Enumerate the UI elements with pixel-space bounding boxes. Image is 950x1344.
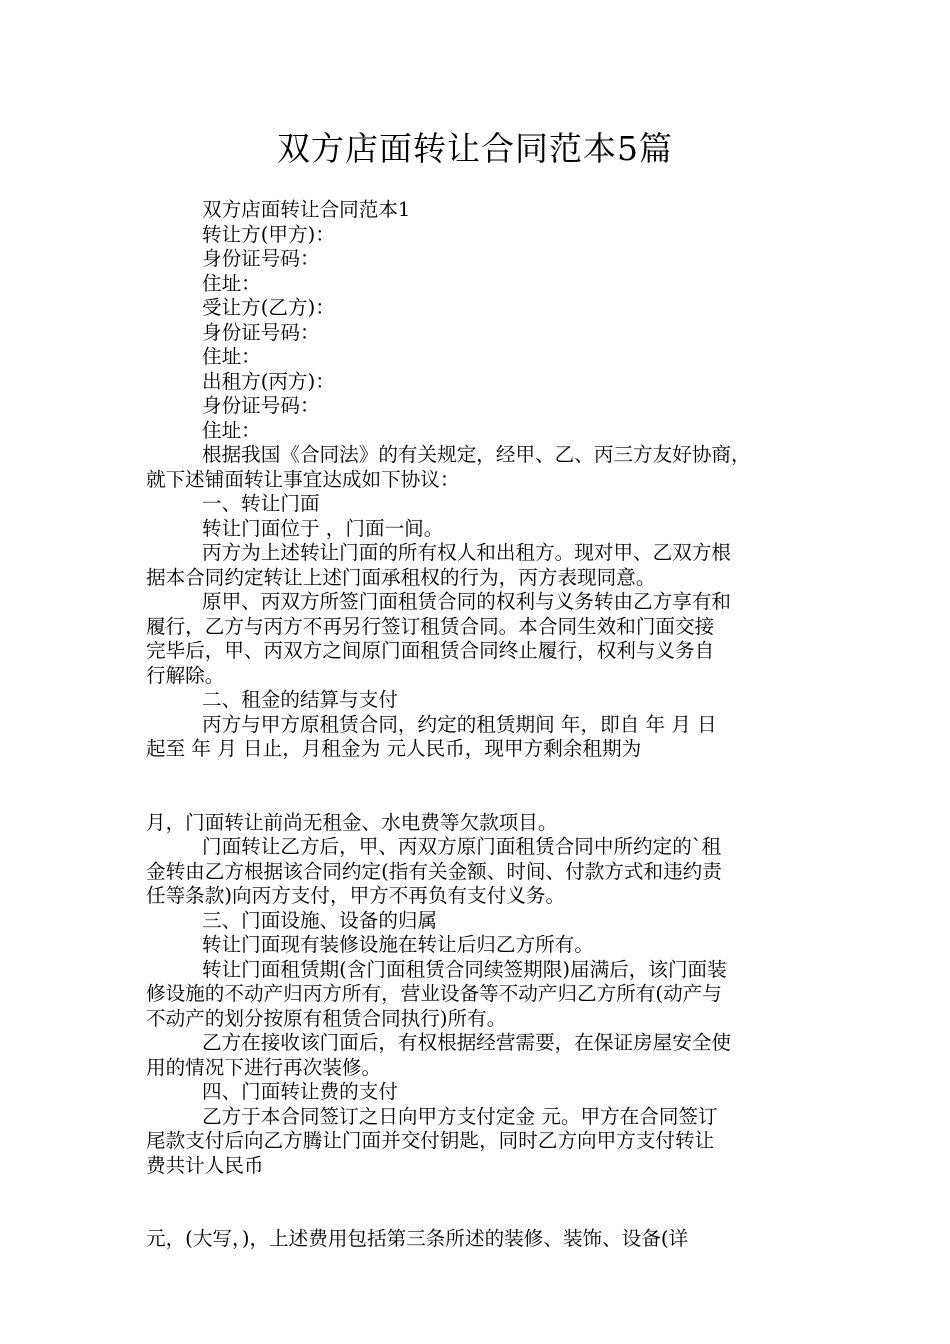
text-line: 四、门面转让费的支付 (202, 1080, 398, 1103)
text-line: 尾款支付后向乙方腾让门面并交付钥匙，同时乙方向甲方支付转让 (146, 1129, 715, 1152)
text-line: 丙方为上述转让门面的所有权人和出租方。现对甲、乙双方根 (202, 541, 732, 564)
text-line: 用的情况下进行再次装修。 (146, 1055, 382, 1079)
text-line: 受让方(乙方)： (202, 296, 335, 319)
text-line: 双方店面转让合同范本1 (202, 198, 411, 221)
text-line: 一、转让门面 (202, 492, 320, 515)
text-line: 转让门面现有装修设施在转让后归乙方所有。 (202, 933, 594, 956)
text-line: 行解除。 (146, 663, 225, 687)
text-line: 住址： (202, 271, 261, 295)
text-line: 转让方(甲方)： (202, 222, 335, 246)
text-line: 月，门面转让前尚无租金、水电费等欠款项目。 (146, 810, 558, 834)
text-line: 修设施的不动产归丙方所有，营业设备等不动产归乙方所有(动产与 (146, 982, 722, 1005)
blank-line (146, 762, 816, 811)
text-line: 丙方与甲方原租赁合同，约定的租赁期间 年，即自 年 月 日 (202, 712, 717, 736)
text-line: 出租方(丙方)： (202, 369, 335, 393)
text-line: 根据我国《合同法》的有关规定，经甲、乙、丙三方友好协商， (202, 443, 751, 466)
text-line: 任等条款)向丙方支付，甲方不再负有支付义务。 (146, 884, 566, 907)
text-line: 身份证号码： (202, 320, 320, 344)
text-line: 元，(大写，)，上述费用包括第三条所述的装修、装饰、设备(详 (146, 1227, 689, 1250)
text-line: 不动产的划分按原有租赁合同执行)所有。 (146, 1006, 507, 1030)
text-line: 住址： (202, 345, 261, 368)
text-line: 二、租金的结算与支付 (202, 688, 398, 711)
text-line: 起至 年 月 日止，月租金为 元人民币，现甲方剩余租期为 (146, 737, 642, 760)
text-line: 三、门面设施、设备的归属 (202, 908, 438, 932)
document-title: 双方店面转让合同范本5篇 (277, 129, 673, 168)
text-line: 就下述铺面转让事宜达成如下协议： (146, 467, 460, 491)
text-line: 身份证号码： (202, 247, 320, 270)
text-line: 原甲、丙双方所签门面租赁合同的权利与义务转由乙方享有和 (202, 590, 732, 613)
text-line: 乙方于本合同签订之日向甲方支付定金 元。甲方在合同签订 (202, 1104, 718, 1128)
text-line: 完毕后，甲、丙双方之间原门面租赁合同终止履行，权利与义务自 (146, 639, 715, 662)
text-line: 履行，乙方与丙方不再另行签订租赁合同。本合同生效和门面交接 (146, 614, 715, 638)
text-line: 费共计人民币 (146, 1153, 264, 1177)
blank-line (146, 1178, 816, 1227)
text-line: 转让门面位于 ，门面一间。 (202, 516, 444, 540)
text-line: 金转由乙方根据该合同约定(指有关金额、时间、付款方式和违约责 (146, 859, 722, 883)
text-line: 转让门面租赁期(含门面租赁合同续签期限)届满后，该门面装 (202, 957, 727, 981)
text-line: 身份证号码： (202, 394, 320, 417)
contract-body (146, 198, 816, 1252)
text-line: 乙方在接收该门面后，有权根据经营需要，在保证房屋安全使 (202, 1031, 732, 1054)
text-line: 门面转让乙方后，甲、丙双方原门面租赁合同中所约定的`租 (202, 835, 722, 858)
text-line: 住址： (202, 418, 261, 442)
text-line: 据本合同约定转让上述门面承租权的行为，丙方表现同意。 (146, 565, 656, 589)
